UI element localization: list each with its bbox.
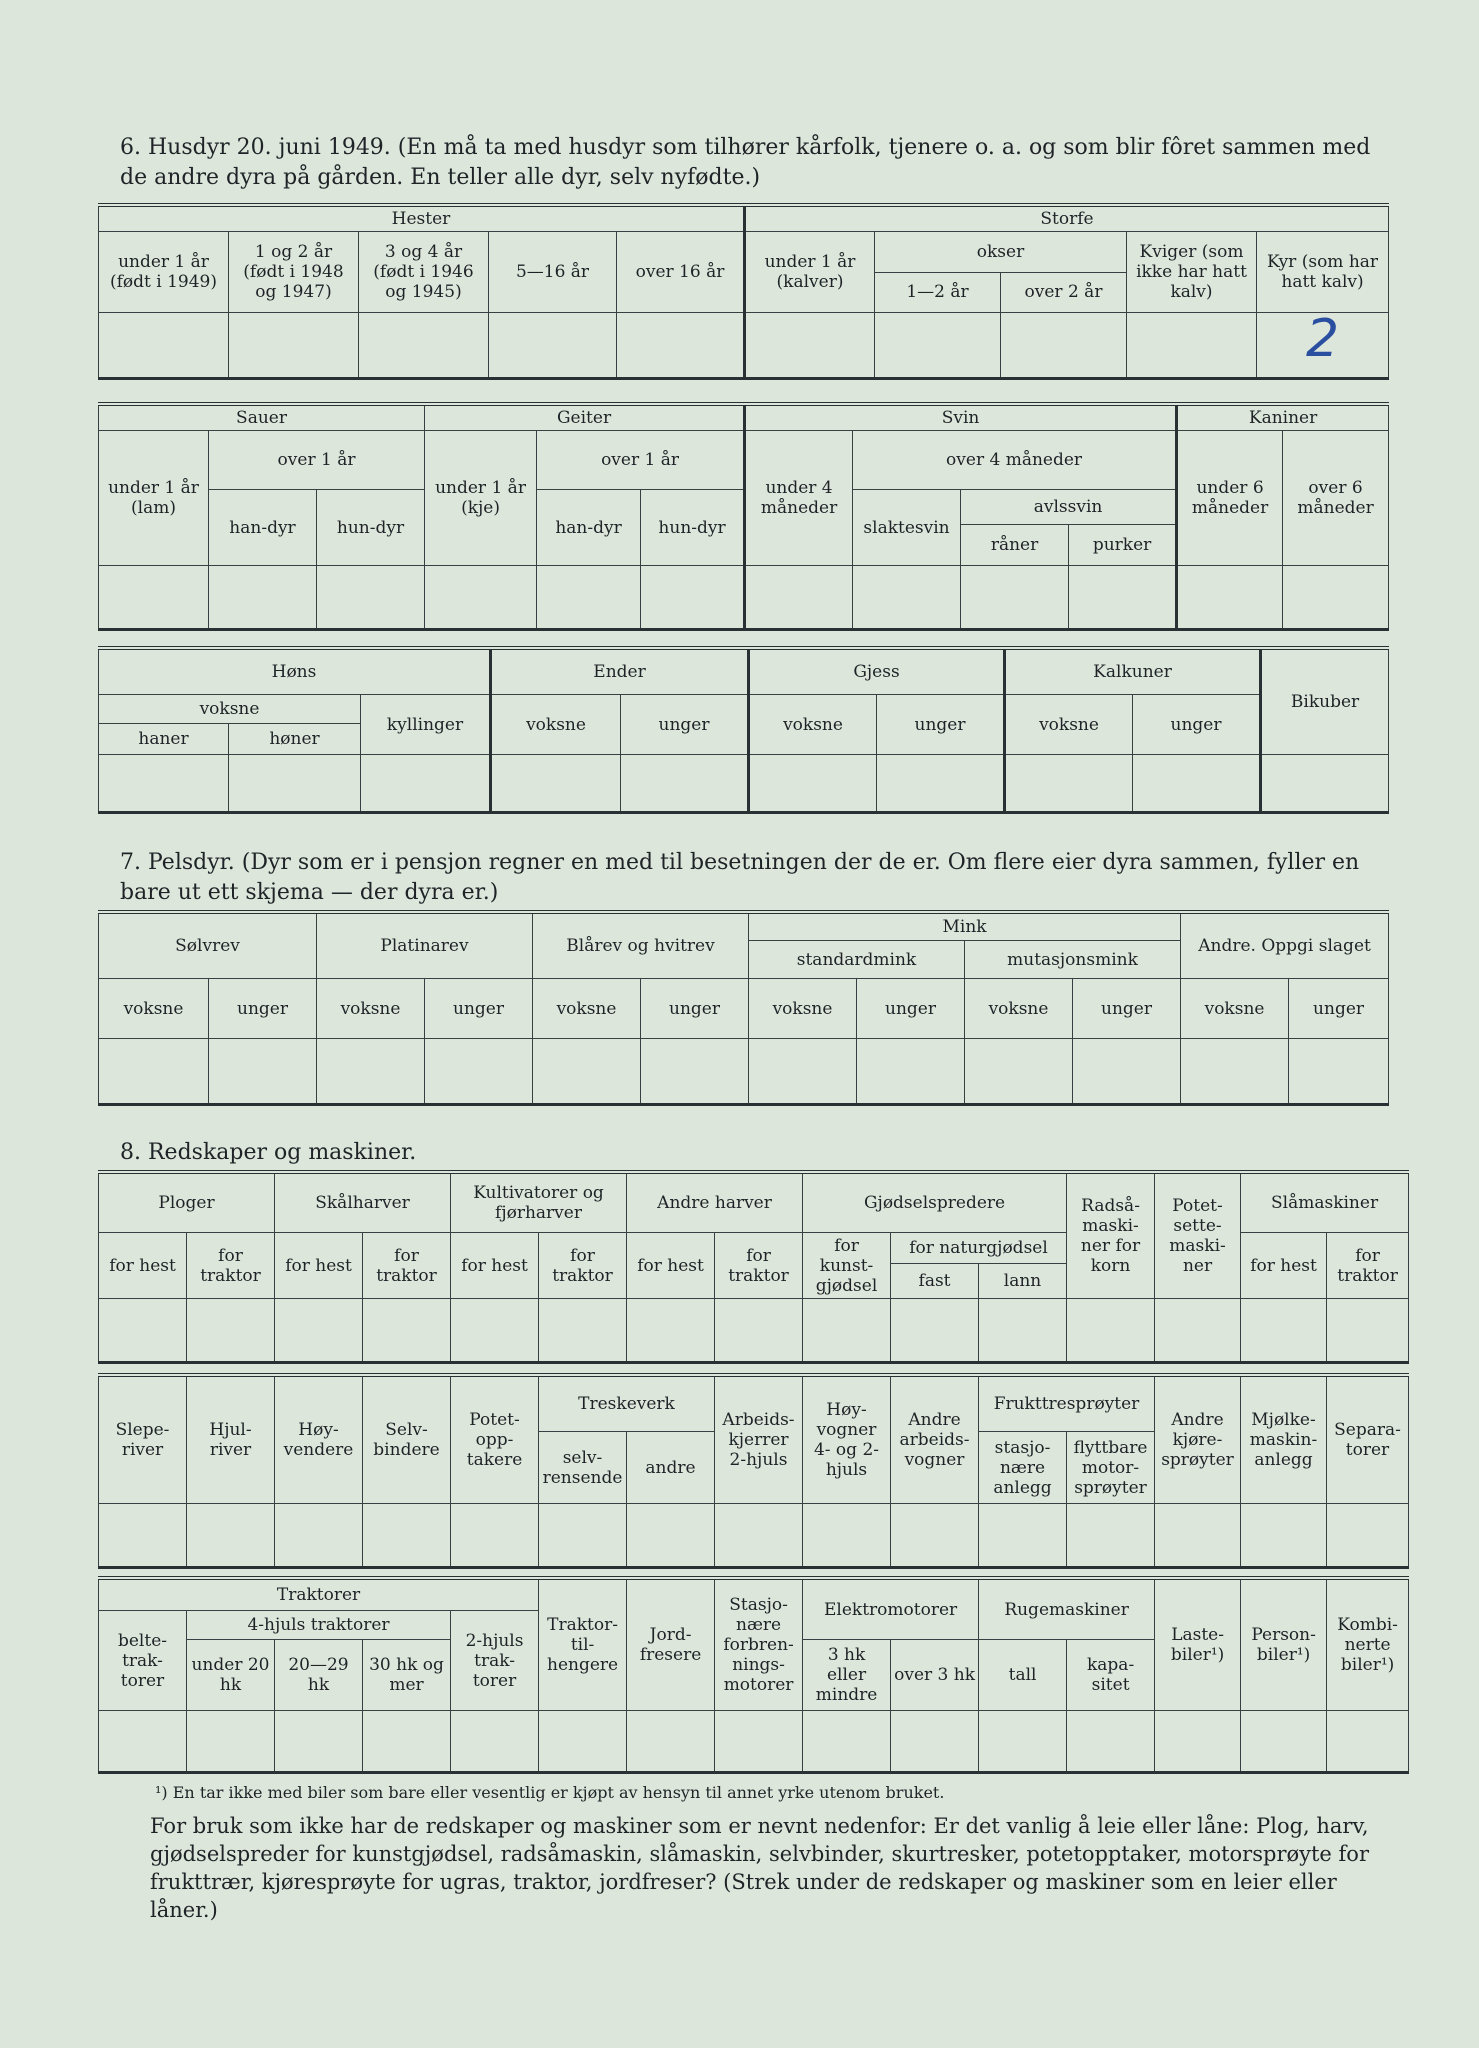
svin-over4: over 4 måneder (853, 431, 1177, 490)
treskeverk-andre: andre (627, 1432, 715, 1504)
slamaskiner-traktor: for traktor (1327, 1233, 1409, 1299)
potetopptakere: Potet-opp-takere (451, 1375, 539, 1504)
input-cell[interactable] (533, 1039, 641, 1105)
input-cell[interactable] (187, 1504, 275, 1568)
ender-unger: unger (621, 695, 749, 755)
radsamaskiner: Radså-maski-ner for korn (1067, 1172, 1155, 1299)
pelsdyr-table (98, 910, 1389, 1106)
potetsettemaskiner: Potet-sette-maski-ner (1155, 1172, 1241, 1299)
input-cell[interactable] (803, 1711, 891, 1773)
input-cell[interactable] (979, 1711, 1067, 1773)
slamaskiner-hest: for hest (1241, 1233, 1327, 1299)
kultivatorer-header: Kultivatorer og fjørharver (451, 1172, 627, 1233)
input-cell[interactable] (489, 313, 617, 379)
section-6-title: 6. Husdyr 20. juni 1949. (En må ta med husdyr som tilhører kårfolk, tjenere o. a. og som blir fôret sammen med de andre dyra på gården. En teller alle dyr, selv nyfødte.) (120, 135, 1371, 190)
input-cell[interactable] (539, 1299, 627, 1363)
kyr-value: 2 (1305, 309, 1340, 369)
sau-over1: over 1 år (209, 431, 425, 490)
input-cell[interactable] (1067, 1711, 1155, 1773)
input-cell[interactable] (1155, 1711, 1241, 1773)
mutasjonsmink: mutasjonsmink (965, 941, 1181, 979)
input-cell[interactable] (99, 755, 229, 813)
raner: råner (961, 525, 1069, 566)
hoyvogner: Høy-vogner 4- og 2-hjuls (803, 1375, 891, 1504)
beltetraktorer: belte-trak-torer (99, 1611, 187, 1711)
avlssvin: avlssvin (961, 490, 1177, 525)
haner: haner (99, 724, 229, 755)
input-cell[interactable] (715, 1504, 803, 1568)
input-cell[interactable] (715, 1711, 803, 1773)
input-cell[interactable] (187, 1711, 275, 1773)
input-cell[interactable] (1155, 1504, 1241, 1568)
for-kunstgjodsel: for kunst-gjødsel (803, 1233, 891, 1299)
input-cell[interactable] (1283, 566, 1389, 630)
input-cell[interactable] (979, 1299, 1067, 1363)
flyttbare-motorsproyter: flyttbare motor-sprøyter (1067, 1432, 1155, 1504)
mink-header: Mink (749, 912, 1181, 941)
husdyr-table-2 (98, 402, 1389, 631)
kyr-col: Kyr (som har hatt kalv) (1257, 232, 1389, 313)
geit-hundyr: hun-dyr (641, 490, 745, 566)
unger-label: unger (857, 979, 965, 1039)
input-cell[interactable] (1289, 1039, 1389, 1105)
input-cell[interactable] (1073, 1039, 1181, 1105)
input-cell[interactable] (317, 1039, 425, 1105)
input-cell[interactable] (1127, 313, 1257, 379)
geit-over1: over 1 år (537, 431, 745, 490)
input-cell[interactable] (1155, 1299, 1241, 1363)
input-cell[interactable] (965, 1039, 1073, 1105)
input-cell[interactable] (891, 1504, 979, 1568)
hest-col-3-4: 3 og 4 år (født i 1946 og 1945) (359, 232, 489, 313)
stasjonaere-motorer: Stasjo-nære forbren-nings-motorer (715, 1578, 803, 1711)
input-cell[interactable] (853, 566, 961, 630)
kanin-over6: over 6 måneder (1283, 431, 1389, 566)
input-cell[interactable] (875, 313, 1001, 379)
geiter-header: Geiter (425, 404, 745, 431)
input-cell[interactable] (99, 313, 229, 379)
standardmink: standardmink (749, 941, 965, 979)
skalharver-header: Skålharver (275, 1172, 451, 1233)
input-cell[interactable] (229, 313, 359, 379)
input-cell[interactable] (363, 1504, 451, 1568)
kyr-value-cell[interactable] (1257, 309, 1389, 379)
input-cell[interactable] (1005, 755, 1133, 813)
input-cell[interactable] (275, 1299, 363, 1363)
gjess-header: Gjess (749, 648, 1005, 695)
jordfresere: Jord-fresere (627, 1578, 715, 1711)
hk-20-29: 20—29 hk (275, 1640, 363, 1711)
input-cell[interactable] (539, 1711, 627, 1773)
sau-handyr: han-dyr (209, 490, 317, 566)
stasjonaere-anlegg: stasjo-nære anlegg (979, 1432, 1067, 1504)
input-cell[interactable] (641, 566, 745, 630)
input-cell[interactable] (363, 1711, 451, 1773)
lann: lann (979, 1264, 1067, 1299)
voksne-label: voksne (317, 979, 425, 1039)
input-cell[interactable] (99, 1039, 209, 1105)
input-cell[interactable] (627, 1299, 715, 1363)
kalkuner-voksne: voksne (1005, 695, 1133, 755)
rugemaskiner-kapasitet: kapa-sitet (1067, 1640, 1155, 1711)
redskaper-table-1 (98, 1170, 1409, 1364)
andre-arbeidsvogner: Andre arbeids-vogner (891, 1375, 979, 1504)
ploger-header: Ploger (99, 1172, 275, 1233)
husdyr-table-3 (98, 646, 1389, 814)
slaktesvin: slaktesvin (853, 490, 961, 566)
lastebiler: Laste-biler¹) (1155, 1578, 1241, 1711)
input-cell[interactable] (803, 1504, 891, 1568)
tohjuls-traktorer: 2-hjuls trak-torer (451, 1611, 539, 1711)
input-cell[interactable] (979, 1504, 1067, 1568)
input-cell[interactable] (749, 1039, 857, 1105)
input-cell[interactable] (1177, 566, 1283, 630)
ploger-hest: for hest (99, 1233, 187, 1299)
personbiler: Person-biler¹) (1241, 1578, 1327, 1711)
kyllinger: kyllinger (361, 695, 491, 755)
husdyr-table-1 (98, 203, 1389, 380)
hest-col-5-16: 5—16 år (489, 232, 617, 313)
input-cell[interactable] (745, 566, 853, 630)
voksne-label: voksne (99, 979, 209, 1039)
hest-col-1-2: 1 og 2 år (født i 1948 og 1947) (229, 232, 359, 313)
hons-header: Høns (99, 648, 491, 695)
input-cell[interactable] (627, 1711, 715, 1773)
slamaskiner-header: Slåmaskiner (1241, 1172, 1409, 1233)
sau-under1: under 1 år (lam) (99, 431, 209, 566)
andre-harver-traktor: for traktor (715, 1233, 803, 1299)
input-cell[interactable] (99, 1504, 187, 1568)
input-cell[interactable] (209, 566, 317, 630)
hk-30-mer: 30 hk og mer (363, 1640, 451, 1711)
selvbindere: Selv-bindere (363, 1375, 451, 1504)
svin-header: Svin (745, 404, 1177, 431)
input-cell[interactable] (1327, 1299, 1409, 1363)
input-cell[interactable] (99, 1299, 187, 1363)
input-cell[interactable] (99, 566, 209, 630)
gjess-unger: unger (877, 695, 1005, 755)
andre-harver-hest: for hest (627, 1233, 715, 1299)
elektromotorer-header: Elektromotorer (803, 1578, 979, 1640)
rugemaskiner-tall: tall (979, 1640, 1067, 1711)
input-cell[interactable] (1261, 755, 1389, 813)
input-cell[interactable] (425, 1039, 533, 1105)
hest-col-over16: over 16 år (617, 232, 745, 313)
purker: purker (1069, 525, 1177, 566)
footnote: ¹) En tar ikke med biler som bare eller vesentlig er kjøpt av hensyn til annet yrke utenom bruket. (155, 1783, 945, 1802)
input-cell[interactable] (961, 566, 1069, 630)
fruktsproyter-header: Frukttresprøyter (979, 1375, 1155, 1432)
ploger-traktor: for traktor (187, 1233, 275, 1299)
hest-col-under1: under 1 år (født i 1949) (99, 232, 229, 313)
sau-hundyr: hun-dyr (317, 490, 425, 566)
hjulriver: Hjul-river (187, 1375, 275, 1504)
unger-label: unger (1289, 979, 1389, 1039)
for-naturgjodsel: for naturgjødsel (891, 1233, 1067, 1264)
input-cell[interactable] (1241, 1299, 1327, 1363)
kombinerte-biler: Kombi-nerte biler¹) (1327, 1578, 1409, 1711)
kviger-col: Kviger (som ikke har hatt kalv) (1127, 232, 1257, 313)
kalkuner-header: Kalkuner (1005, 648, 1261, 695)
sleperiver: Slepe-river (99, 1375, 187, 1504)
okser-1-2: 1—2 år (875, 272, 1001, 313)
kalver-col: under 1 år (kalver) (745, 232, 875, 313)
storfe-header: Storfe (745, 205, 1389, 232)
kalkuner-unger: unger (1133, 695, 1261, 755)
arbeidskjerrer: Arbeids-kjerrer 2-hjuls (715, 1375, 803, 1504)
elektro-3hk: 3 hk eller mindre (803, 1640, 891, 1711)
input-cell[interactable] (537, 566, 641, 630)
input-cell[interactable] (361, 755, 491, 813)
skalharver-traktor: for traktor (363, 1233, 451, 1299)
hester-header: Hester (99, 205, 745, 232)
redskaper-table-3 (98, 1576, 1409, 1774)
firehjuls-traktorer: 4-hjuls traktorer (187, 1611, 451, 1640)
input-cell[interactable] (621, 755, 749, 813)
input-cell[interactable] (359, 313, 489, 379)
svin-under4: under 4 måneder (745, 431, 853, 566)
okser-header: okser (875, 232, 1127, 273)
voksne-label: voksne (533, 979, 641, 1039)
andre-pelsdyr-header: Andre. Oppgi slaget (1181, 912, 1389, 979)
mjolkemaskinanlegg: Mjølke-maskin-anlegg (1241, 1375, 1327, 1504)
andre-kjoresproyter: Andre kjøre-sprøyter (1155, 1375, 1241, 1504)
input-cell[interactable] (1069, 566, 1177, 630)
gjess-voksne: voksne (749, 695, 877, 755)
input-cell[interactable] (1327, 1504, 1409, 1568)
unger-label: unger (641, 979, 749, 1039)
andre-harver-header: Andre harver (627, 1172, 803, 1233)
input-cell[interactable] (1067, 1299, 1155, 1363)
input-cell[interactable] (1181, 1039, 1289, 1105)
kaniner-header: Kaniner (1177, 404, 1389, 431)
input-cell[interactable] (1067, 1504, 1155, 1568)
rugemaskiner-header: Rugemaskiner (979, 1578, 1155, 1640)
bikuber-col: Bikuber (1261, 648, 1389, 755)
input-cell[interactable] (317, 566, 425, 630)
okser-over2: over 2 år (1001, 272, 1127, 313)
input-cell[interactable] (891, 1711, 979, 1773)
hoyvendere: Høy-vendere (275, 1375, 363, 1504)
under-20hk: under 20 hk (187, 1640, 275, 1711)
input-cell[interactable] (451, 1504, 539, 1568)
voksne-label: voksne (1181, 979, 1289, 1039)
separatorer: Separa-torer (1327, 1375, 1409, 1504)
input-cell[interactable] (229, 755, 361, 813)
fast: fast (891, 1264, 979, 1299)
honer: høner (229, 724, 361, 755)
input-cell[interactable] (451, 1299, 539, 1363)
input-cell[interactable] (275, 1711, 363, 1773)
ender-voksne: voksne (491, 695, 621, 755)
input-cell[interactable] (1133, 755, 1261, 813)
input-cell[interactable] (803, 1299, 891, 1363)
input-cell[interactable] (187, 1299, 275, 1363)
kanin-under6: under 6 måneder (1177, 431, 1283, 566)
blarev-header: Blårev og hvitrev (533, 912, 749, 979)
voksne-label: voksne (749, 979, 857, 1039)
input-cell[interactable] (877, 755, 1005, 813)
redskaper-table-2 (98, 1373, 1409, 1569)
platinarev-header: Platinarev (317, 912, 533, 979)
input-cell[interactable] (451, 1711, 539, 1773)
voksne-label: voksne (965, 979, 1073, 1039)
treskeverk-header: Treskeverk (539, 1375, 715, 1432)
gjodselspredere-header: Gjødselspredere (803, 1172, 1067, 1233)
input-cell[interactable] (891, 1299, 979, 1363)
input-cell[interactable] (1241, 1504, 1327, 1568)
elektro-over3: over 3 hk (891, 1640, 979, 1711)
section-8-title: 8. Redskaper og maskiner. (120, 1140, 417, 1165)
solvrev-header: Sølvrev (99, 912, 317, 979)
input-cell[interactable] (491, 755, 621, 813)
lending-paragraph: For bruk som ikke har de redskaper og maskiner som er nevnt nedenfor: Er det vanlig å leie eller låne: Plog, harv, gjødselspreder for kunstgjødsel, radsåmaskin, slåmaskin, selvbinder, skurtresker, potetopptaker, motorsprøyte for frukttrær, kjøresprøyte for ugras, traktor, jordfreser? (Strek under de redskaper og maskiner som en leier eller låner.) (150, 1814, 1369, 1922)
input-cell[interactable] (1241, 1711, 1327, 1773)
input-cell[interactable] (1001, 313, 1127, 379)
geit-handyr: han-dyr (537, 490, 641, 566)
kultivatorer-traktor: for traktor (539, 1233, 627, 1299)
input-cell[interactable] (857, 1039, 965, 1105)
input-cell[interactable] (539, 1504, 627, 1568)
input-cell[interactable] (425, 566, 537, 630)
input-cell[interactable] (641, 1039, 749, 1105)
input-cell[interactable] (745, 313, 875, 379)
geit-under1: under 1 år (kje) (425, 431, 537, 566)
skalharver-hest: for hest (275, 1233, 363, 1299)
input-cell[interactable] (1327, 1711, 1409, 1773)
selvrensende: selv-rensende (539, 1432, 627, 1504)
unger-label: unger (1073, 979, 1181, 1039)
sauer-header: Sauer (99, 404, 425, 431)
ender-header: Ender (491, 648, 749, 695)
input-cell[interactable] (99, 1711, 187, 1773)
input-cell[interactable] (617, 313, 745, 379)
input-cell[interactable] (715, 1299, 803, 1363)
traktorer-header: Traktorer (99, 1578, 539, 1611)
input-cell[interactable] (275, 1504, 363, 1568)
unger-label: unger (209, 979, 317, 1039)
input-cell[interactable] (363, 1299, 451, 1363)
traktortilhengere: Traktor-til-hengere (539, 1578, 627, 1711)
input-cell[interactable] (627, 1504, 715, 1568)
unger-label: unger (425, 979, 533, 1039)
input-cell[interactable] (209, 1039, 317, 1105)
kultivatorer-hest: for hest (451, 1233, 539, 1299)
hons-voksne: voksne (99, 695, 361, 724)
input-cell[interactable] (749, 755, 877, 813)
section-7-title: 7. Pelsdyr. (Dyr som er i pensjon regner en med til besetningen der de er. Om flere eier dyra sammen, fyller en bare ut ett skjema — der dyra er.) (120, 850, 1360, 905)
